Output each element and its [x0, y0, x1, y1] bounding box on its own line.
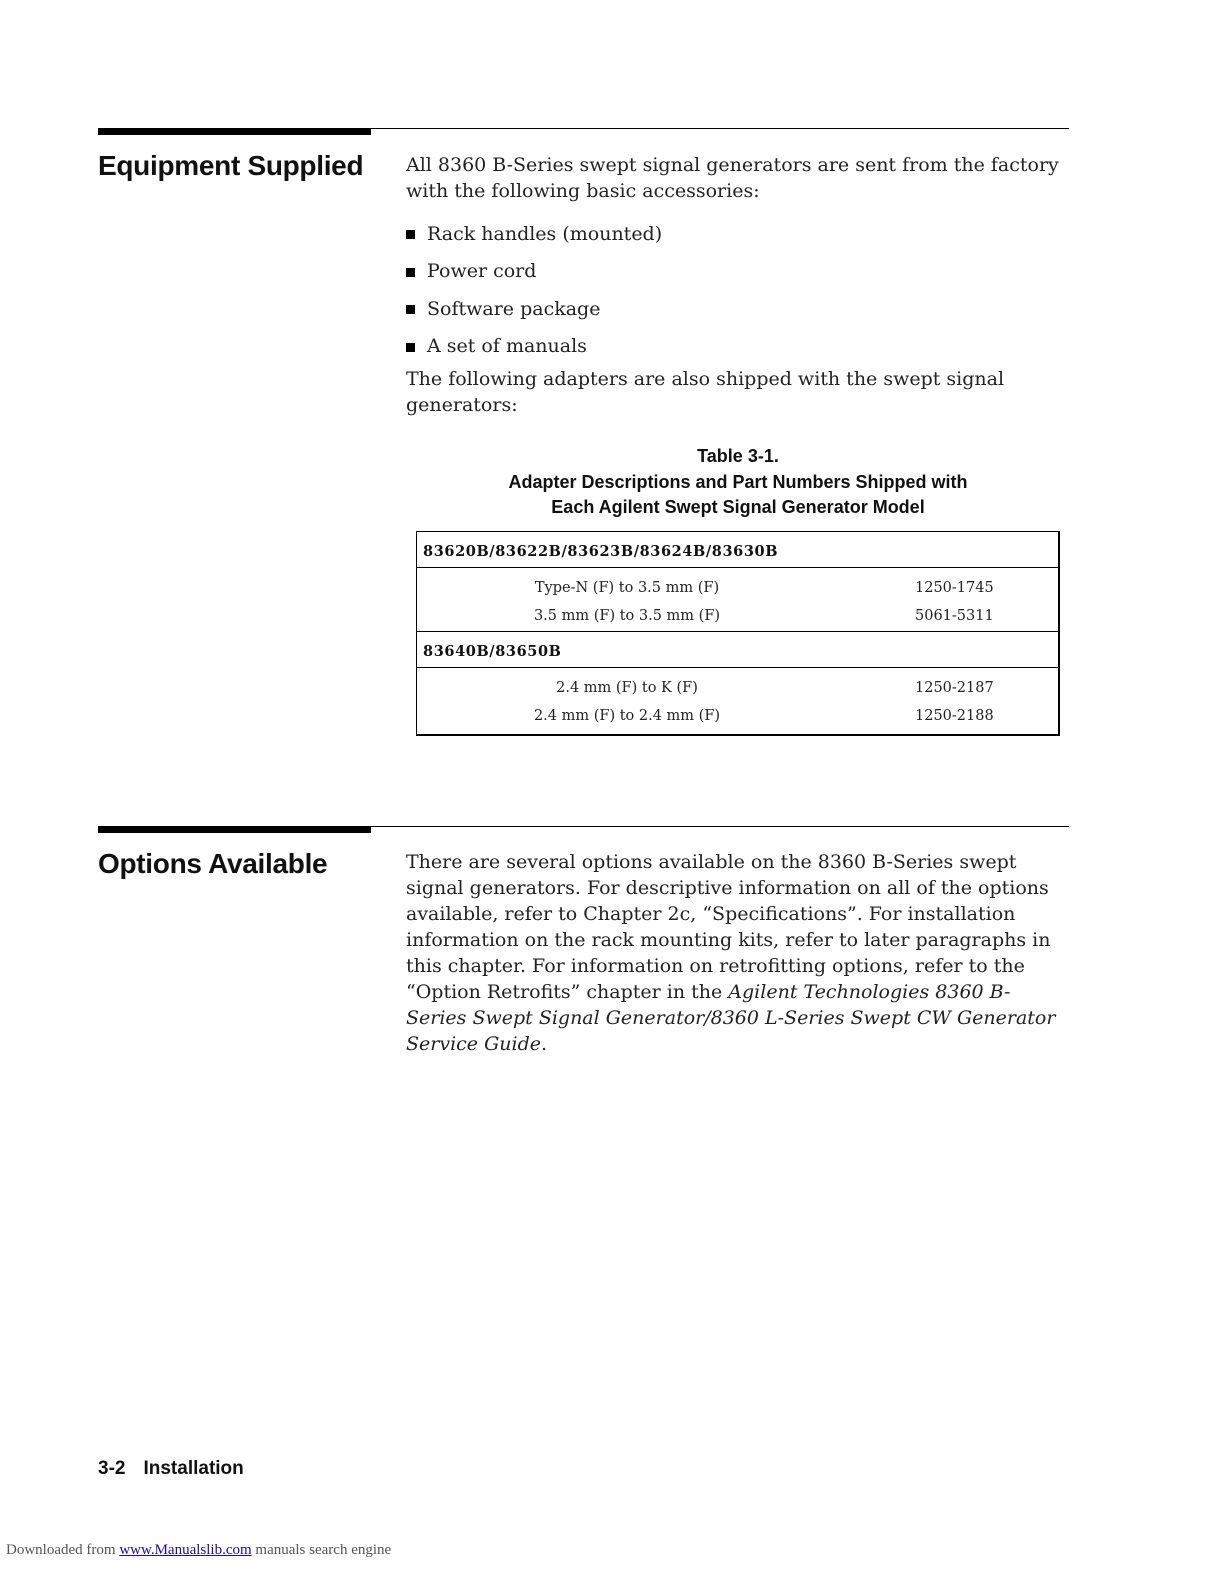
- adapter-description: 2.4 mm (F) to K (F): [556, 680, 698, 696]
- adapter-table: [416, 531, 1060, 736]
- list-item: Software package: [406, 290, 662, 328]
- section-rule-thin: [371, 826, 1069, 827]
- adapters-intro-text: The following adapters are also shipped with the swept signal generators:: [406, 368, 1005, 416]
- manualslib-link[interactable]: www.Manualslib.com: [119, 1542, 252, 1558]
- bullet-square-icon: [406, 305, 415, 314]
- table-divider: [417, 567, 1058, 568]
- table-number: Table 3-1.: [697, 446, 779, 466]
- table-caption: [406, 444, 1070, 521]
- download-note: Downloaded from www.Manualslib.com manuals search engine: [6, 1542, 392, 1558]
- bullet-square-icon: [406, 268, 415, 277]
- section-rule-thick: [98, 128, 371, 135]
- list-item: A set of manuals: [406, 328, 662, 366]
- adapter-description: 3.5 mm (F) to 3.5 mm (F): [533, 608, 721, 624]
- table-title-line-1: Adapter Descriptions and Part Numbers Shipped with: [508, 471, 968, 492]
- equipment-intro-text: All 8360 B-Series swept signal generators are sent from the factory with the following basic accessories:: [406, 154, 1059, 202]
- adapter-part-number: 5061-5311: [915, 608, 994, 624]
- page-number: 3-2: [98, 1458, 126, 1479]
- accessories-list: [406, 215, 662, 365]
- table-group-header: 83640B/83650B: [423, 643, 562, 660]
- table-divider: [417, 631, 1058, 632]
- options-available-heading: Options Available: [98, 848, 328, 879]
- page-footer: [98, 1458, 244, 1480]
- table-title-line-2: Each Agilent Swept Signal Generator Model: [551, 497, 925, 517]
- bullet-square-icon: [406, 230, 415, 239]
- service-guide-title: Agilent Technologies 8360 B-Series Swept Signal Generator/8360 L-Series Swept CW Generator Service Guide: [406, 981, 1056, 1055]
- table-divider: [417, 667, 1058, 668]
- list-item: Rack handles (mounted): [406, 215, 662, 253]
- equipment-supplied-heading: Equipment Supplied: [98, 150, 364, 181]
- options-text: There are several options available on the 8360 B-Series swept signal generators. For descriptive information on all of the options available, refer to Chapter 2c, “Specifications”. For installation information on the rack mounting kits, refer to later paragraphs in this chapter. For information on retrofitting options, refer to the “Option Retrofits” chapter in the Agilent Technologies 8360 B-Series Swept Signal Generator/8360 L-Series Swept CW Generator Service Guide.: [406, 851, 1056, 1055]
- chapter-name: Installation: [143, 1458, 244, 1479]
- adapter-part-number: 1250-2187: [915, 680, 994, 696]
- section-rule-thick: [98, 826, 371, 833]
- adapter-part-number: 1250-2188: [915, 708, 994, 724]
- adapter-description: Type-N (F) to 3.5 mm (F): [534, 580, 720, 596]
- adapter-description: 2.4 mm (F) to 2.4 mm (F): [533, 708, 721, 724]
- list-item: Power cord: [406, 253, 662, 291]
- bullet-square-icon: [406, 343, 415, 352]
- section-rule-thin: [371, 128, 1069, 129]
- adapter-part-number: 1250-1745: [915, 580, 994, 596]
- table-group-header: 83620B/83622B/83623B/83624B/83630B: [423, 543, 779, 560]
